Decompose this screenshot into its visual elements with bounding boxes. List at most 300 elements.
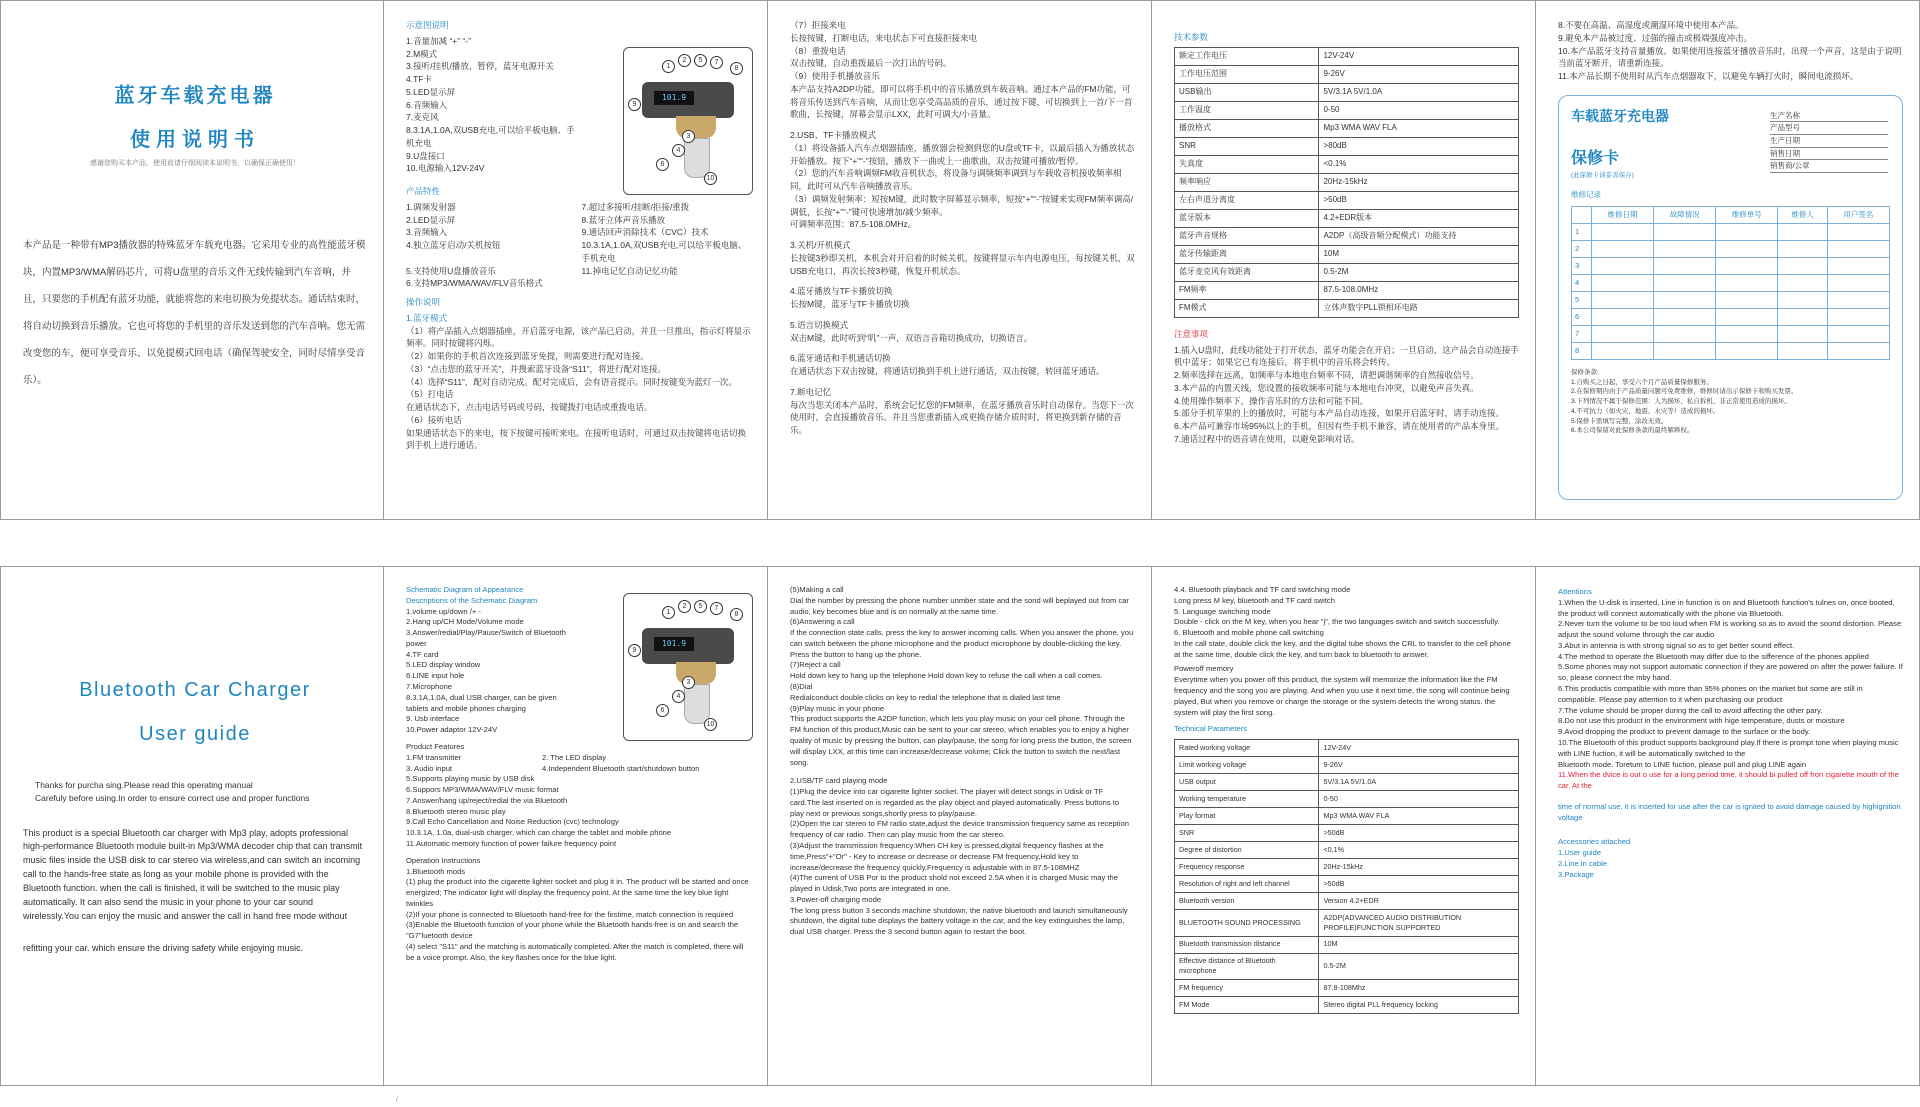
list-item: 2.Never turn the volume to be too loud when FM is working so as to avoid the sound distortion. Please adjust the sound volume through the car audio (1558, 619, 1902, 640)
list-item: 6.LINE input hole (406, 671, 465, 681)
spec-value: 12V-24V (1319, 740, 1519, 757)
spec-label: Rated working voltage (1175, 740, 1319, 757)
table-row (1572, 308, 1890, 325)
list-item: Bluetooth mode. Toretum to LINE fuction, please pull and plug LINE again (1558, 759, 1807, 769)
table-row (1175, 910, 1519, 936)
list-item: 4.Independent Bluetooth start/shutdown button (542, 763, 700, 773)
list-item: 10.电源输入12V-24V (406, 163, 485, 174)
list-item: 4.独立蓝牙启动/关机按钮 (406, 240, 501, 250)
en-attentions-panel (1536, 566, 1920, 1086)
spec-value: >80dB (1319, 137, 1519, 155)
list-item: 8.3.1A,1.0A, dual USB charger, can be given tablets and mobile phones charging (406, 692, 557, 713)
list-item: Double - click on the M key, when you hear "j", the two languages switch and switch successfully. (1174, 617, 1500, 627)
table-row (1175, 876, 1519, 893)
table-row (1572, 291, 1890, 308)
list-item: （2）如果你的手机首次连接到蓝牙免提，则需要进行配对连接。 (406, 351, 649, 361)
en-cover-thanks (23, 779, 367, 805)
zh-diagram-title: 示意图说明 (406, 20, 449, 30)
spec-value: 9-26V (1319, 65, 1519, 83)
list-item: 在通话状态下，点击电话号码或号码，按键拨打电话或重拨电话。 (406, 402, 653, 412)
zh-features-list (406, 201, 751, 290)
list-item: （9）使用手机播放音乐 (790, 71, 880, 81)
zh-parts-list (406, 35, 576, 175)
list-item: 3.Power-off charging mode (790, 894, 882, 904)
list-item: 1.音量加减 “+” “-” (406, 35, 471, 46)
spec-label: 额定工作电压 (1175, 47, 1319, 65)
en-cover-panel (0, 566, 384, 1086)
list-item: (4)The current of USB Por to the product shold not exceed 2.5A when it is charged Music may the played in Udisk,Two ports are integrated in one. (790, 873, 1118, 894)
list-item: 双击按键，自动重拨最后一次打出的号码。 (790, 58, 952, 69)
list-item: 9.Avoid dropping the product to prevent damage to the surface or the body. (1558, 727, 1811, 737)
en-spec-title: Technical Parameters (1174, 724, 1248, 734)
list-item: 3.Abut in antenna is with strong signal so as to get better sound effect. (1558, 640, 1795, 650)
callout-9: 9 (628, 98, 641, 111)
table-header: 维修单号 (1716, 206, 1778, 223)
en-accessories-title: Accessories attached (1558, 837, 1631, 847)
zh-spec-table (1174, 47, 1519, 318)
table-row (1175, 808, 1519, 825)
list-item: （6）接听电话 (406, 414, 462, 425)
device-display: 101.9 (654, 637, 694, 651)
warranty-field: 销售日期 (1770, 148, 1888, 161)
list-item: 10.The Bluetooth of this product supports background play.If there is prompt tone when playing music (1558, 737, 1899, 747)
chinese-manual-row (0, 0, 1920, 520)
repair-record-label: 维修记录 (1571, 189, 1601, 199)
spec-label: Effective distance of Bluetooth microphone (1175, 953, 1319, 979)
table-row (1175, 119, 1519, 137)
table-row (1175, 173, 1519, 191)
spec-value: >50dB (1319, 876, 1519, 893)
warranty-field: 销售商/公章 (1770, 160, 1888, 173)
row-number: 6 (1572, 308, 1592, 325)
spec-value: 5V/3.1A 5V/1.0A (1319, 774, 1519, 791)
list-item: 1.插入U盘时，此线功能处于打开状态，蓝牙功能会在开启；一旦启动，这产品会自动连接手机中蓝牙；如果它已有连接后，将手机中的音乐将会转传。 (1174, 344, 1519, 368)
list-item: （4）选择“S11”，配对自动完成。配对完成后，会有语音提示。同时按键变为蓝灯一次。 (406, 376, 737, 387)
list-item: (1) plug the product into the cigarette lighter socket and plug it in. The product will be started and once energized; The indicator light will display the frequency point. At the same time the key blue light twinkles (406, 877, 749, 908)
list-item: 可调频率范围：87.5-108.0MHz。 (790, 219, 917, 230)
list-item: 8.蓝牙立体声音乐播放 (581, 214, 666, 225)
spec-label: Working temperature (1175, 791, 1319, 808)
list-item: 4.不可抗力（如火灾、地震、水灾等）造成的损坏。 (1571, 407, 1720, 415)
spec-value: 5V/3.1A 5V/1.0A (1319, 83, 1519, 101)
en-attentions-list (1558, 598, 1903, 824)
en-parts-list (406, 607, 576, 736)
list-item: （2）您的汽车音响调频FM收音机状态，将设备与调频频率调到与车载收音机接收频率相同，此时可从汽车音响播放音乐。 (790, 168, 1122, 191)
list-item: （3）调频发射频率：短按M键，此时数字屏幕显示频率，短按“+”“-”按键来实现FM频率调高/调低，长按“+”“-”键可快速增加/减少频率。 (790, 193, 1134, 217)
list-item: 1.User guide (1558, 848, 1602, 858)
list-item: 1.Bluetooth mods (406, 866, 466, 876)
list-item: 6.Suppors MP3/WMA/WAV/FLV music format (406, 785, 559, 795)
list-item: 7.通话过程中的语音请在使用，以避免影响对话。 (1174, 433, 1360, 444)
list-item: (9)Play music in your phone (790, 703, 885, 713)
en-attentions-title: Attentions (1558, 587, 1592, 596)
table-row (1175, 65, 1519, 83)
list-item: 6.蓝牙通话和手机通话切换 (790, 353, 891, 364)
list-item: 8.Do not use this product in the environment with hige temperature, dusts or moisture (1558, 716, 1845, 726)
list-item: 6.This productis compatible with more than 95% phones on the market but some are still in compatible. Please pay attention to it when purchasing our product (1558, 684, 1863, 704)
list-item: 1.When the U-disk is inserted, Line in function is on and Bluetooth function's tulnes on, once booted, the product will connect automatically with the phone via Bluetooth. (1558, 597, 1895, 618)
note-text: time of normal use, it is inserted for use after the car is ignited to avoid damage caused by highignition voltage (1558, 801, 1901, 822)
list-item: 1.FM transmitter (406, 752, 462, 762)
warranty-title: 车载蓝牙充电器 (1571, 107, 1669, 124)
list-item: 3.本产品的内置天线，您设置的接收频率可能与本地电台冲突，以避免声音失真。 (1174, 382, 1479, 393)
callout-1: 1 (662, 60, 675, 73)
zh-ops-list (406, 312, 751, 452)
spec-label: FM模式 (1175, 299, 1319, 317)
list-item: （5）打电话 (406, 389, 454, 400)
list-item: If the connection state calls, press the key to answer incoming calls. When you answer the phone, you can switch between the phone microphone and the product microphone by double-clicking the key. Press the button to hang up the phone. (790, 628, 1134, 659)
row-number: 3 (1572, 257, 1592, 274)
en-spec-panel (1152, 566, 1536, 1086)
list-item: 8.3.1A,1.0A,双USB充电,可以给平板电脑、手机充电 (406, 125, 575, 148)
spec-value: 10M (1319, 245, 1519, 263)
list-item: 9. Usb interface (406, 714, 460, 724)
list-item: 1.调频发射器 (406, 201, 456, 212)
row-number: 5 (1572, 291, 1592, 308)
spec-label: 蓝牙传输距离 (1175, 245, 1319, 263)
table-row (1175, 859, 1519, 876)
callout-1: 1 (662, 606, 675, 619)
table-row (1175, 263, 1519, 281)
table-row (1175, 155, 1519, 173)
spec-value: <0.1% (1319, 155, 1519, 173)
spec-label: FM Mode (1175, 997, 1319, 1014)
spec-label: USB输出 (1175, 83, 1319, 101)
list-item: 2.USB、TF卡播放模式 (790, 130, 876, 140)
list-item: 2.M模式 (406, 48, 438, 59)
table-header (1572, 206, 1592, 223)
list-item: （3）“点击您的蓝牙开关”，并搜索蓝牙设备“S11”，将进行配对连接。 (406, 363, 667, 374)
table-row (1175, 101, 1519, 119)
spec-label: 蓝牙声音规格 (1175, 227, 1319, 245)
row-number: 2 (1572, 240, 1592, 257)
callout-9: 9 (628, 644, 641, 657)
list-item: 3.接听/挂机/播放，暂停，蓝牙电源开关 (406, 61, 554, 72)
spec-label: FM frequency (1175, 980, 1319, 997)
spec-label: Limit working voltage (1175, 757, 1319, 774)
callout-10: 10 (704, 718, 717, 731)
list-item: 7.The volume should be proper during the call to avoid affecting the other pary. (1558, 705, 1823, 715)
zh-ops-title: 操作说明 (406, 297, 441, 307)
zh-notes-title: 注意事项 (1174, 328, 1209, 339)
spec-label: Bluetooth transmission distance (1175, 936, 1319, 953)
list-item: 9.U盘接口 (406, 150, 445, 161)
spec-value: 0-50 (1319, 101, 1519, 119)
en-spec-table (1174, 739, 1519, 1014)
table-row (1175, 953, 1519, 979)
list-item: 4.TF card (406, 649, 439, 659)
spec-value: A2DP（高级音频分配模式）功能支持 (1319, 227, 1519, 245)
table-row (1175, 757, 1519, 774)
callout-10: 10 (704, 172, 717, 185)
warranty-terms-title: 保修条款: (1571, 368, 1599, 376)
list-item: 长按键3秒即关机，本机会对开启着的时候关机，按键将显示车内电源电压，每按键关机，双USB充电口，再次长按3秒键，恢复开机状态。 (790, 252, 1135, 276)
list-item: 5.Supports playing music by USB disk (406, 774, 535, 784)
list-item: 10.Power adaptor 12V-24V (406, 725, 498, 735)
list-item: 长按按键，打断电话，来电状态下可直接拒接来电 (790, 32, 978, 43)
list-item: 4.4. Bluetooth playback and TF card switching mode (1174, 585, 1351, 594)
warranty-field: 产品型号 (1770, 122, 1888, 135)
zh-spec-panel (1152, 0, 1536, 520)
list-item: 2.频率选择在远离，如频率与本地电台频率不同，请把调谐频率的自然接收信号。 (1174, 370, 1479, 380)
list-item: 在通话状态下双击按键，将通话切换到手机上进行通话，双击按键，转回蓝牙通话。 (790, 366, 1105, 376)
zh-cover-subtitle: 使用说明书 (130, 129, 260, 151)
spec-label: 工作温度 (1175, 101, 1319, 119)
table-row (1175, 191, 1519, 209)
table-row (1175, 980, 1519, 997)
device-display: 101.9 (654, 91, 694, 105)
list-item: 10.本产品蓝牙支持音量播放。如果使用连接蓝牙播放音乐时，出现一个声音，这是由于说明当前蓝牙断开，请重新连接。 (1558, 45, 1902, 69)
list-item: 3.关机/开机模式 (790, 240, 851, 250)
zh-diagram-panel (384, 0, 768, 520)
spec-value: 4.2+EDR版本 (1319, 209, 1519, 227)
table-row (1175, 281, 1519, 299)
spec-value: 0-50 (1319, 791, 1519, 808)
list-item: 1.自购买之日起，享受六个月产品质量保修服务。 (1571, 378, 1713, 386)
en-features-title: Product Features (406, 741, 465, 751)
warranty-fields (1770, 110, 1888, 173)
list-item: 7.断电记忆 (790, 386, 832, 397)
list-item: 6.支持MP3/WMA/WAV/FLV音乐格式 (406, 278, 543, 289)
list-item: 3.Package (1558, 869, 1594, 879)
spec-label: Play format (1175, 808, 1319, 825)
list-item: (3)Enable the Bluetooth function of your phone while the Bluetooth hands-free is on and search the "G7"luetooth device (406, 920, 739, 941)
table-row (1175, 83, 1519, 101)
list-item: Everytime when you power off this product, the system will memorize the information like the FM frequency and the song you are playing. And when you use it next time, the song will continue being played, But when you remove or charge the storage or the system detects the wrong status. the system will play the first song. (1174, 675, 1510, 717)
list-item: 9.避免本产品被过度、过强的撞击或极端强度冲击。 (1558, 32, 1753, 43)
device-diagram (623, 47, 753, 195)
en-cover-title: Bluetooth Car Charger (79, 679, 311, 701)
callout-6: 6 (656, 158, 669, 171)
list-item: 4.TF卡 (406, 74, 432, 84)
en-cover-body (23, 827, 367, 975)
callout-2: 2 (678, 54, 691, 67)
list-item: 5.语言切换模式 (790, 319, 849, 330)
list-item: 4.蓝牙播放与TF卡播放切换 (790, 286, 893, 297)
thanks-line: Thanks for purcha sing.Please read this operating manual (35, 780, 253, 790)
list-item: 5.Some phones may not support automatic connection if they are powered on after the power failure. If so, please connect the mby hand. (1558, 662, 1903, 683)
en-accessories-list (1558, 848, 1903, 880)
list-item: 每次当您关闭本产品时，系统会记忆您的FM频率，在蓝牙播放音乐时自动保存。当您下一次使用时，会直接播放音乐。并且当您重新插入或更换存储介质时时，将更换到新存储的音乐。 (790, 399, 1134, 435)
list-item: (2)Open the car stereo to FM radio state,adjust the device transmission frequency same as reception frequency of car radio. Then can play music from the car stereo. (790, 819, 1129, 840)
spec-label: 失真度 (1175, 155, 1319, 173)
callout-5: 5 (694, 600, 707, 613)
list-item: 2.LED显示屏 (406, 214, 456, 225)
list-item: (4) select "S11" and the matching is automatically completed. After the match is completed, there will be a voice prompt. Also, the key flashes once for the blue light. (406, 942, 744, 962)
list-item: 2.在保修期内由于产品质量问题可免费维修，维修时请出示保修卡和购买发票。 (1571, 388, 1798, 396)
zh-spec-title: 技术参数 (1174, 32, 1209, 42)
list-item: 6.本产品可兼容市场95%以上的手机，但因有些手机不兼容，请在使用者的产品本身里。 (1174, 421, 1505, 431)
list-item: 1.volume up/down /+ - (406, 606, 481, 616)
list-item: Long press M key, bluetooth and TF card switch (1174, 595, 1335, 605)
warranty-field: 生产名称 (1770, 110, 1888, 123)
spec-label: SNR (1175, 825, 1319, 842)
en-ops-panel (768, 566, 1152, 1086)
table-row (1572, 325, 1890, 342)
table-header-row (1572, 206, 1890, 223)
spec-label: Bluetooth version (1175, 893, 1319, 910)
list-item: Redialconduct double clicks on key to redial the telephone that is dialed last time (790, 692, 1061, 702)
spec-value: <0.1% (1319, 842, 1519, 859)
table-header: 用户签名 (1827, 206, 1889, 223)
callout-4: 4 (672, 690, 685, 703)
list-item (582, 277, 752, 290)
list-item: （8）重拨电话 (790, 45, 846, 56)
list-item: (3)Adjust the transmission frequency:When CH key is pressed,digital frequency flashes at the time,Press"+"Or" - Key to increase or decrease or decrease FM frequency,Hold key to increase/decrease the frequency quickly,Frequency is adjustable with in 87.5-108MHZ (790, 840, 1104, 872)
warranty-card-label: 保修卡 (1571, 149, 1620, 167)
spec-label: 工作电压范围 (1175, 65, 1319, 83)
english-manual-row (0, 566, 1920, 1086)
spec-label: Frequency response (1175, 859, 1319, 876)
list-item: (5)Making a call (790, 585, 844, 594)
zh-notes-continued (1558, 19, 1903, 83)
list-item: 5.部分手机苹果的上的播放时，可能与本产品自动连接，如果开启蓝牙时，请手动连接。 (1174, 408, 1505, 419)
table-row (1572, 240, 1890, 257)
callout-3: 3 (682, 130, 695, 143)
table-row (1175, 791, 1519, 808)
row-number: 4 (1572, 274, 1592, 291)
spec-label: 蓝牙版本 (1175, 209, 1319, 227)
table-header: 维修人 (1778, 206, 1828, 223)
en-ops-title: Operation Instructions (406, 855, 481, 865)
zh-ops-panel (768, 0, 1152, 520)
callout-4: 4 (672, 144, 685, 157)
table-row (1175, 936, 1519, 953)
en-diagram-title: Schematic Diagram of Appearance (406, 585, 524, 594)
spec-label: Degree of distortion (1175, 842, 1319, 859)
list-item: 本产品支持A2DP功能，即可以将手机中的音乐播放到车载音响。通过本产品的FM功能，可将音乐传送到汽车音响，从而让您享受高品质的音乐，通过按下键，可切换到上一首/下一首歌曲，长按键，屏幕会显示LXX，此时可调大/小音量。 (790, 83, 1133, 120)
repair-table (1571, 206, 1890, 360)
list-item: 2.USB/TF card playing mode (790, 776, 888, 786)
list-item: 3.下列情况不属于保修范围：人为损坏、私自拆机、非正常使用造成的损坏。 (1571, 398, 1791, 405)
thanks-line: Carefuly before using.In order to ensure correct use and proper functions (35, 792, 310, 803)
list-item: 如果通话状态下的来电，按下按键可接听来电。在接听电话时，可通过双击按键将电话切换到手机上进行通话。 (406, 427, 747, 451)
en-cover-subtitle: User guide (139, 723, 251, 745)
list-item: 5.保修卡需填写完整，涂改无效。 (1571, 417, 1668, 425)
spec-label: FM频率 (1175, 281, 1319, 299)
list-item: （7）拒接来电 (790, 20, 846, 30)
list-item: 8.不要在高温、高湿度或潮湿环境中使用本产品。 (1558, 20, 1744, 30)
list-item: 3.音频输入 (406, 227, 448, 238)
list-item: 9.通话回声消除技术（CVC）技术 (581, 227, 709, 238)
page-mark: / (396, 1097, 398, 1104)
spec-value: 12V-24V (1319, 47, 1519, 65)
zh-warranty-panel (1536, 0, 1920, 520)
list-item: 11.本产品长期不使用时从汽车点烟器取下，以避免车辆打火时，瞬间电流损坏。 (1558, 71, 1859, 81)
list-item: with LINE fuction, it will be automatically switched to the (1558, 748, 1746, 758)
callout-3: 3 (682, 676, 695, 689)
spec-value: >50dB (1319, 825, 1519, 842)
table-row (1175, 137, 1519, 155)
callout-6: 6 (656, 704, 669, 717)
list-item: （1）将设备插入汽车点烟器插座，播放器会检测到您的U盘或TF卡，以最后插入为播放状态开始播放。按下“+”“-”按钮，播放下一曲或上一曲歌曲，双击按键可播放/暂停。 (790, 142, 1135, 166)
list-item: 5. Language switching mode (1174, 606, 1271, 616)
list-item: 11.Automatic memory function of power failure frequency point (406, 838, 617, 848)
spec-value: Stereo digital PLL frequency locking (1319, 997, 1519, 1014)
en-features-list-2 (406, 774, 751, 849)
list-item: 7.Answer/hang up/reject/redial the via Bluetooth (406, 795, 568, 805)
list-item: 2.Hang up/CH Mode/Volume mode (406, 617, 524, 627)
list-item: 6.本公司保留对此保修条款的最终解释权。 (1571, 427, 1694, 435)
table-row (1175, 740, 1519, 757)
zh-cover-title: 蓝牙车载充电器 (114, 85, 276, 107)
callout-8: 8 (730, 62, 743, 75)
spec-label: 蓝牙麦克风有效距离 (1175, 263, 1319, 281)
spec-label: 播放格式 (1175, 119, 1319, 137)
spec-value: 0.5-2M (1319, 953, 1519, 979)
en-ops-list (406, 867, 751, 964)
spec-value: Version 4.2+EDR (1319, 893, 1519, 910)
list-item: (2)If your phone is connected to Bluetooth hand-free for the firstime, match connection is required (406, 909, 734, 919)
row-number: 7 (1572, 325, 1592, 342)
table-row (1175, 299, 1519, 317)
list-item: The long press button 3 seconds machine shutdown, the native bluetooth and launch simultaneously shutdown, the digital tube displays the battery voltage in the car, and the key extinguishes the lamp, dual USB charger. Press the 3 second button again to restart the boot. (790, 905, 1128, 937)
spec-value: >50dB (1319, 191, 1519, 209)
spec-value: 20Hz-15kHz (1319, 173, 1519, 191)
callout-2: 2 (678, 600, 691, 613)
callout-7: 7 (710, 602, 723, 615)
table-row (1572, 274, 1890, 291)
table-row (1175, 825, 1519, 842)
list-item: 6. Bluetooth and mobile phone call switching (1174, 628, 1324, 638)
list-item: (8)Dial (790, 682, 813, 692)
list-item: 4.The method to operate the Bluetooth may differ due to the sifference of the phones applied (1558, 651, 1869, 661)
warranty-card-subtitle: (此保修卡请妥善保存) (1571, 171, 1634, 179)
spec-value: Mp3 WMA WAV FLA (1319, 808, 1519, 825)
table-header: 维修日期 (1592, 206, 1654, 223)
zh-features-title: 产品特性 (406, 186, 441, 196)
list-item: 5.LED display window (406, 660, 481, 670)
spec-label: 频率响应 (1175, 173, 1319, 191)
list-item: （1）将产品插入点烟器插座，开启蓝牙电源，该产品已启动，并且一旦推出，指示灯将显示频率。同时按键将闪烁。 (406, 325, 751, 349)
callout-7: 7 (710, 56, 723, 69)
zh-ops-continued (790, 19, 1135, 437)
en-diagram-panel (384, 566, 768, 1086)
list-item: 2. The LED display (542, 752, 607, 762)
list-item: 长按M键，蓝牙与TF卡播放切换 (790, 299, 910, 309)
body-paragraph: This product is a special Bluetooth car charger with Mp3 play, adopts professional high-performance Bluetooth module built-in Mp3/WMA decoder chip that can transmit music files inside the USB disk to car stereo via wireless,and can switch an incoming call to the hands-free state as long as your mobile phone is provided with the Bluetooth function. when the call is finished, it will be switched to the music play automatically. It can also send the music in your phone to your car sound wirelessly.You can enjoy the music and answer the call in hand free mode without (23, 827, 363, 922)
table-row (1175, 893, 1519, 910)
list-item: 7.超过多接听/挂断/拒接/重拨 (581, 201, 690, 212)
row-number: 1 (1572, 223, 1592, 240)
spec-value: 立体声数字PLL锁相环电路 (1319, 299, 1519, 317)
list-item: Poweroff memory (1174, 664, 1234, 674)
list-item: Dial the number by pressing the phone number unmber state and the sond will beplayed out from car audio, key becomes blue and is on normally at the same time. (790, 595, 1129, 616)
list-item: (7)Reject a call (790, 660, 841, 670)
list-item: 1.蓝牙模式 (406, 312, 448, 323)
list-item: 7.Microphone (406, 682, 453, 692)
spec-label: BLUETOOTH SOUND PROCESSING (1175, 910, 1319, 936)
warranty-field: 生产日期 (1770, 135, 1888, 148)
list-item: 5.LED显示屏 (406, 86, 456, 97)
spec-value: 87.5-108.0MHz (1319, 281, 1519, 299)
table-header: 故障情况 (1654, 206, 1716, 223)
table-row (1572, 257, 1890, 274)
en-features-list (406, 753, 751, 775)
spec-value: 87.8-108Mhz (1319, 980, 1519, 997)
warranty-card (1558, 95, 1903, 500)
body-paragraph: refitting your car. which ensure the driving safety while enjoying music. (23, 943, 304, 954)
row-number: 8 (1572, 342, 1592, 359)
spec-value: 0.5-2M (1319, 263, 1519, 281)
list-item: In the call state, double click the key, and the digital tube shows the CRL to transfer to the cell phone at the same time, double click the key, and turn back to bluetooth to answer. (1174, 638, 1511, 659)
callout-5: 5 (694, 54, 707, 67)
device-diagram (623, 593, 753, 741)
list-item: 4.使用操作频率下，操作音乐时的方法和可能不同。 (1174, 395, 1369, 406)
spec-label: Resolution of right and left channel (1175, 876, 1319, 893)
list-item: 10.3.1A, 1.0a, dual-usb charger, which can charge the tablet and mobile phone (406, 828, 672, 838)
list-item: 6.音频输入 (406, 99, 448, 110)
